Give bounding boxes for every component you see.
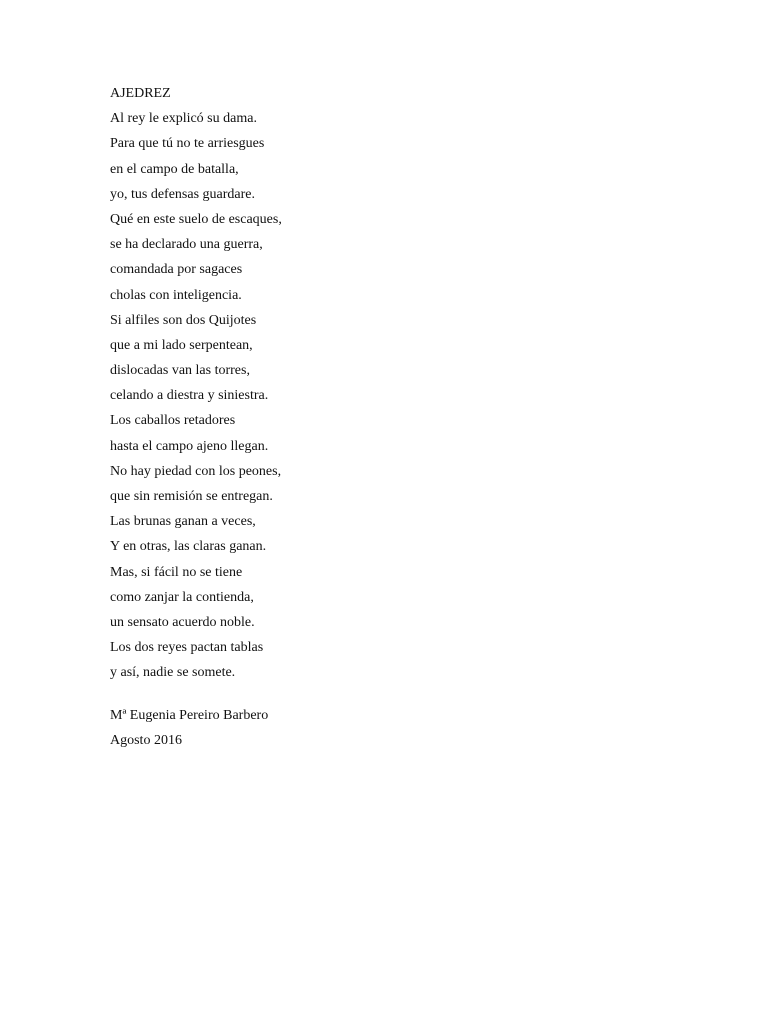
poem-line: No hay piedad con los peones, [110, 463, 282, 479]
poem-line: un sensato acuerdo noble. [110, 614, 255, 630]
poem-line: dislocadas van las torres, [110, 363, 250, 379]
poem-line: en el campo de batalla, [110, 161, 239, 177]
poem-line: Si alfiles son dos Quijotes [110, 312, 257, 328]
poem-line: hasta el campo ajeno llegan. [110, 438, 269, 454]
poem-line: Las brunas ganan a veces, [110, 514, 256, 530]
poem-line: Y en otras, las claras ganan. [110, 539, 267, 555]
poem [110, 84, 710, 689]
poem-line: comandada por sagaces [110, 262, 243, 278]
author-name: Mª Eugenia Pereiro Barbero [110, 707, 269, 723]
poem-line: Al rey le explicó su dama. [110, 111, 257, 127]
poem-line: celando a diestra y siniestra. [110, 388, 269, 404]
document-page [110, 84, 710, 756]
poem-line: yo, tus defensas guardare. [110, 186, 256, 202]
poem-line: Mas, si fácil no se tiene [110, 564, 243, 580]
poem-line: Para que tú no te arriesgues [110, 136, 265, 152]
poem-line: Qué en este suelo de escaques, [110, 211, 282, 227]
poem-line: que a mi lado serpentean, [110, 337, 253, 353]
poem-line: que sin remisión se entregan. [110, 489, 273, 504]
signature-block [110, 706, 710, 756]
poem-line: cholas con inteligencia. [110, 287, 242, 303]
date-line: Agosto 2016 [110, 732, 182, 748]
poem-line: y así, nadie se somete. [110, 665, 236, 681]
poem-line: como zanjar la contienda, [110, 589, 254, 605]
poem-line: Los caballos retadores [110, 413, 236, 429]
poem-line: Los dos reyes pactan tablas [110, 640, 264, 656]
poem-title: AJEDREZ [110, 86, 171, 101]
poem-line: se ha declarado una guerra, [110, 237, 263, 253]
